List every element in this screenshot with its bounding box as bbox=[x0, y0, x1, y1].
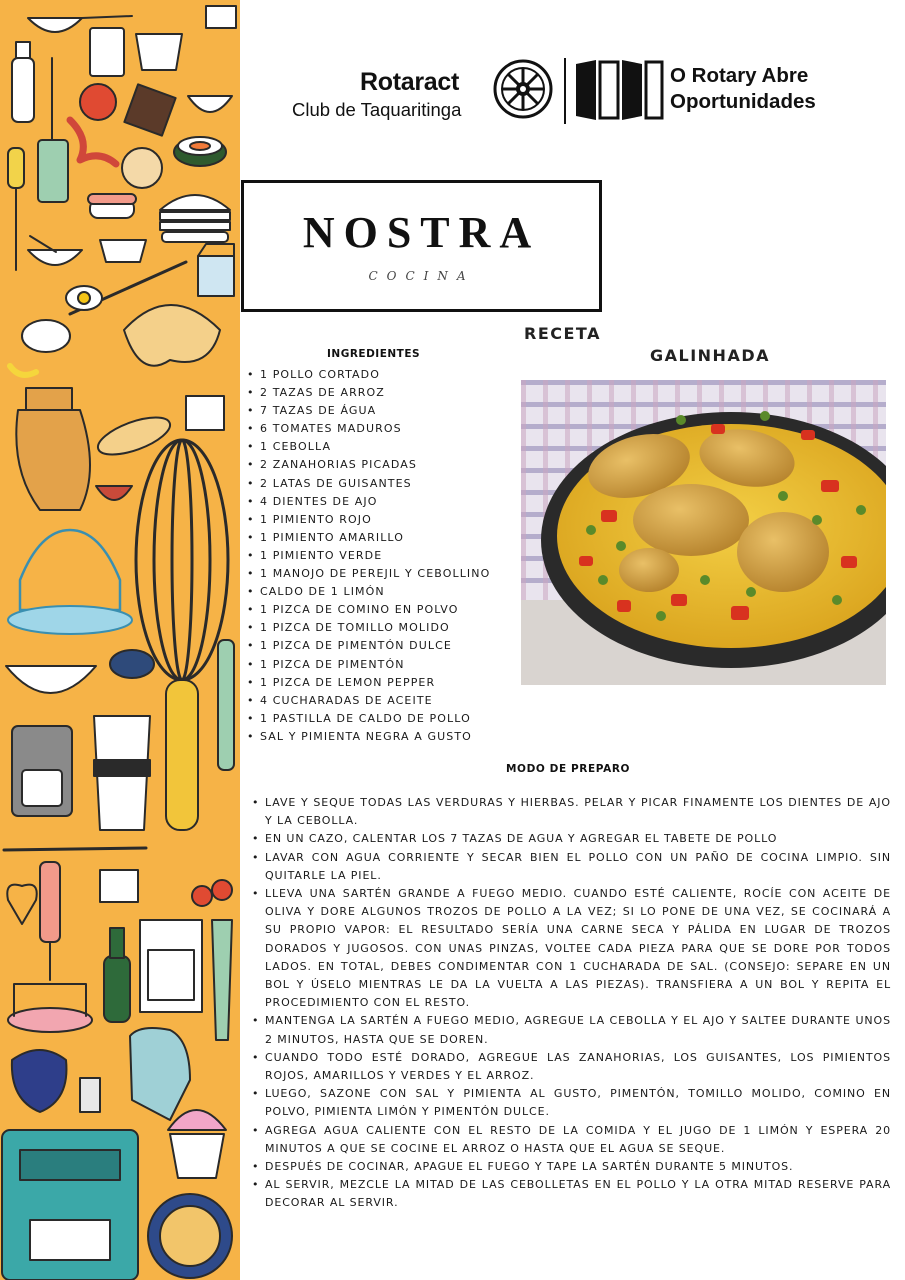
ingredient-item: • 2 TAZAS DE ARROZ bbox=[247, 384, 522, 402]
ingredient-item: • 1 PIZCA DE TOMILLO MOLIDO bbox=[247, 619, 522, 637]
step-item: • CUANDO TODO ESTÉ DORADO, AGREGUE LAS ZANAHORIAS, LOS GUISANTES, LOS PIMIENTOS ROJOS, AMARILLOS Y VERDES Y EL ARROZ. bbox=[252, 1049, 891, 1085]
ingredient-item: • 1 PIZCA DE COMINO EN POLVO bbox=[247, 601, 522, 619]
fork-icon bbox=[4, 848, 146, 850]
step-item: • AGREGA AGUA CALIENTE CON EL RESTO DE LA COMIDA Y EL JUGO DE 1 LIMÓN Y ESPERA 20 MINUTOS A QUE SE COCINE EL ARROZ O HASTA QUE EL AGUA SE SEQUE. bbox=[252, 1122, 891, 1158]
saucepan-icon bbox=[100, 870, 138, 902]
cup-icon bbox=[94, 716, 150, 830]
burger-icon bbox=[160, 195, 230, 242]
pot-icon bbox=[186, 396, 224, 430]
title-box bbox=[241, 180, 602, 312]
wine-bottle-icon bbox=[104, 928, 130, 1022]
soda-can-icon bbox=[80, 1078, 100, 1112]
step-item: • LAVE Y SEQUE TODAS LAS VERDURAS Y HIERBAS. PELAR Y PICAR FINAMENTE LOS DIENTES DE AJO Y LA CEBOLLA. bbox=[252, 794, 891, 830]
recipe-name: GALINHADA bbox=[650, 346, 770, 365]
gloves-icon bbox=[206, 6, 236, 28]
tenderizer-icon bbox=[40, 862, 60, 942]
ingredient-item: • 1 MANOJO DE PEREJIL Y CEBOLLINO bbox=[247, 565, 522, 583]
oven-icon bbox=[140, 920, 202, 1012]
red-mortar-icon bbox=[96, 486, 132, 500]
sushi-icon bbox=[174, 137, 226, 166]
milk-carton-icon bbox=[198, 244, 234, 296]
banana-icon bbox=[10, 366, 36, 375]
toaster-icon bbox=[90, 28, 124, 76]
chocolate-icon bbox=[124, 84, 175, 135]
urchin-icon bbox=[122, 148, 162, 188]
step-item: • LUEGO, SAZONE CON SAL Y PIMIENTA AL GUSTO, PIMENTÓN, TOMILLO MOLIDO, COMINO EN POLVO, PIMIENTA LIMÓN Y PIMENTÓN DULCE. bbox=[252, 1085, 891, 1121]
bread-icon bbox=[94, 410, 175, 462]
kitchen-illustration-strip bbox=[0, 0, 240, 1280]
ingredient-item: • 1 POLLO CORTADO bbox=[247, 366, 522, 384]
spaghetti-icon bbox=[148, 1194, 232, 1278]
coffee-maker-icon bbox=[12, 726, 72, 816]
fried-egg-icon bbox=[66, 286, 102, 310]
espresso-machine-icon bbox=[2, 1130, 138, 1280]
ingredient-item: • 4 DIENTES DE AJO bbox=[247, 493, 522, 511]
ingredient-item: • 1 PIZCA DE LEMON PEPPER bbox=[247, 674, 522, 692]
ingredient-item: • 1 PASTILLA DE CALDO DE POLLO bbox=[247, 710, 522, 728]
steps-heading: MODO DE PREPARO bbox=[506, 763, 631, 775]
tomato-icon bbox=[80, 84, 116, 120]
recipe-label: RECETA bbox=[524, 324, 601, 343]
mortar-icon bbox=[136, 34, 182, 70]
ingredients-heading: INGREDIENTES bbox=[327, 348, 421, 360]
ingredient-item: • 1 PIMIENTO ROJO bbox=[247, 511, 522, 529]
jug-icon bbox=[16, 388, 90, 510]
cupcake-icon bbox=[168, 1110, 226, 1178]
ingredient-item: • SAL Y PIMIENTA NEGRA A GUSTO bbox=[247, 728, 522, 746]
ingredient-item: • 4 CUCHARADAS DE ACEITE bbox=[247, 692, 522, 710]
bottle-icon bbox=[12, 42, 34, 122]
heart-icon bbox=[7, 885, 36, 924]
rotary-wheel-icon bbox=[492, 58, 554, 120]
colander-icon bbox=[6, 666, 96, 693]
step-item: • AL SERVIR, MEZCLE LA MITAD DE LAS CEBOLLETAS EN EL POLLO Y LA OTRA MITAD RESERVE PARA DECORAR AL SERVIR. bbox=[252, 1176, 891, 1212]
oven-mitt-icon bbox=[130, 1028, 190, 1120]
strawberry-icon bbox=[12, 1050, 67, 1112]
ingredient-item: • 1 PIMIENTO AMARILLO bbox=[247, 529, 522, 547]
ingredient-item: • 1 PIZCA DE PIMENTÓN bbox=[247, 656, 522, 674]
ingredient-item: • 2 LATAS DE GUISANTES bbox=[247, 475, 522, 493]
page-title: NOSTRA bbox=[302, 208, 541, 257]
knife-icon bbox=[212, 920, 232, 1040]
bacon-icon bbox=[70, 120, 116, 164]
ingredient-item: • 2 ZANAHORIAS PICADAS bbox=[247, 456, 522, 474]
croissant-icon bbox=[124, 305, 220, 366]
blue-pot-icon bbox=[110, 650, 154, 678]
step-item: • LLEVA UNA SARTÉN GRANDE A FUEGO MEDIO. CUANDO ESTÉ CALIENTE, ROCÍE CON ACEITE DE OLIVA Y DORE ALGUNOS TROZOS DE POLLO A LA VEZ; SI LO PONE DE UNA VEZ, SE COCINARÁ A SU PROPIO VAPOR: EL RESULTADO SERÍA UNA CARNE SECA Y PÁLIDA EN LUGAR DE TROZOS DORADOS Y JUGOSOS. CON UNAS PINZAS, VOLTEE CADA PIEZA PARA QUE SE DORE POR TODOS LADOS. EN TOTAL, DEBES CONDIMENTAR CON 1 CUCHARADA DE SAL. (CONSEJO: SEPARE EN UN BOL Y ÚSELO MIENTRAS LE DA LA VUELTA A LAS PIEZAS). TRANSFIERA A UN BOL Y REPITA EL PROCEDIMIENTO CON EL RESTO. bbox=[252, 885, 891, 1012]
rolling-pin-icon bbox=[218, 640, 234, 770]
ingredient-item: • 1 CEBOLLA bbox=[247, 438, 522, 456]
teacup-icon bbox=[100, 240, 146, 262]
bowl-icon bbox=[188, 96, 232, 112]
steps-list bbox=[252, 794, 891, 1213]
club-name: Club de Taquaritinga bbox=[292, 99, 462, 120]
slogan-line-2: Oportunidades bbox=[670, 90, 816, 113]
brush-icon bbox=[8, 148, 24, 270]
open-doors-icon bbox=[574, 58, 664, 122]
step-item: • DESPUÉS DE COCINAR, APAGUE EL FUEGO Y TAPE LA SARTÉN DURANTE 5 MINUTOS. bbox=[252, 1158, 891, 1176]
ingredient-item: • CALDO DE 1 LIMÓN bbox=[247, 583, 522, 601]
spatula-icon bbox=[38, 58, 68, 202]
header-divider bbox=[564, 58, 566, 124]
slogan-line-1: O Rotary Abre bbox=[670, 64, 809, 87]
mortar-pestle-icon bbox=[28, 236, 82, 265]
rotaract-logo-text: Rotaract bbox=[360, 68, 460, 96]
ingredient-item: • 7 TAZAS DE ÁGUA bbox=[247, 402, 522, 420]
cherry-icon bbox=[192, 880, 232, 906]
step-item: • EN UN CAZO, CALENTAR LOS 7 TAZAS DE AGUA Y AGREGAR EL TABETE DE POLLO bbox=[252, 830, 891, 848]
nigiri-icon bbox=[88, 194, 136, 218]
kettle-icon bbox=[8, 530, 132, 634]
page-subtitle: COCINA bbox=[368, 269, 475, 283]
dish-photo bbox=[521, 380, 886, 685]
ingredient-item: • 6 TOMATES MADUROS bbox=[247, 420, 522, 438]
ingredients-list bbox=[247, 366, 522, 746]
masher-icon bbox=[8, 942, 92, 1032]
step-item: • LAVAR CON AGUA CORRIENTE Y SECAR BIEN EL POLLO CON UN PAÑO DE COCINA LIMPIO. SIN QUITARLE LA PIEL. bbox=[252, 849, 891, 885]
ingredient-item: • 1 PIMIENTO VERDE bbox=[247, 547, 522, 565]
step-item: • MANTENGA LA SARTÉN A FUEGO MEDIO, AGREGUE LA CEBOLLA Y EL AJO Y SALTEE DURANTE UNOS 2 MINUTOS, HASTA QUE SE DOREN. bbox=[252, 1012, 891, 1048]
header-logos bbox=[288, 52, 848, 132]
ingredient-item: • 1 PIZCA DE PIMENTÓN DULCE bbox=[247, 637, 522, 655]
